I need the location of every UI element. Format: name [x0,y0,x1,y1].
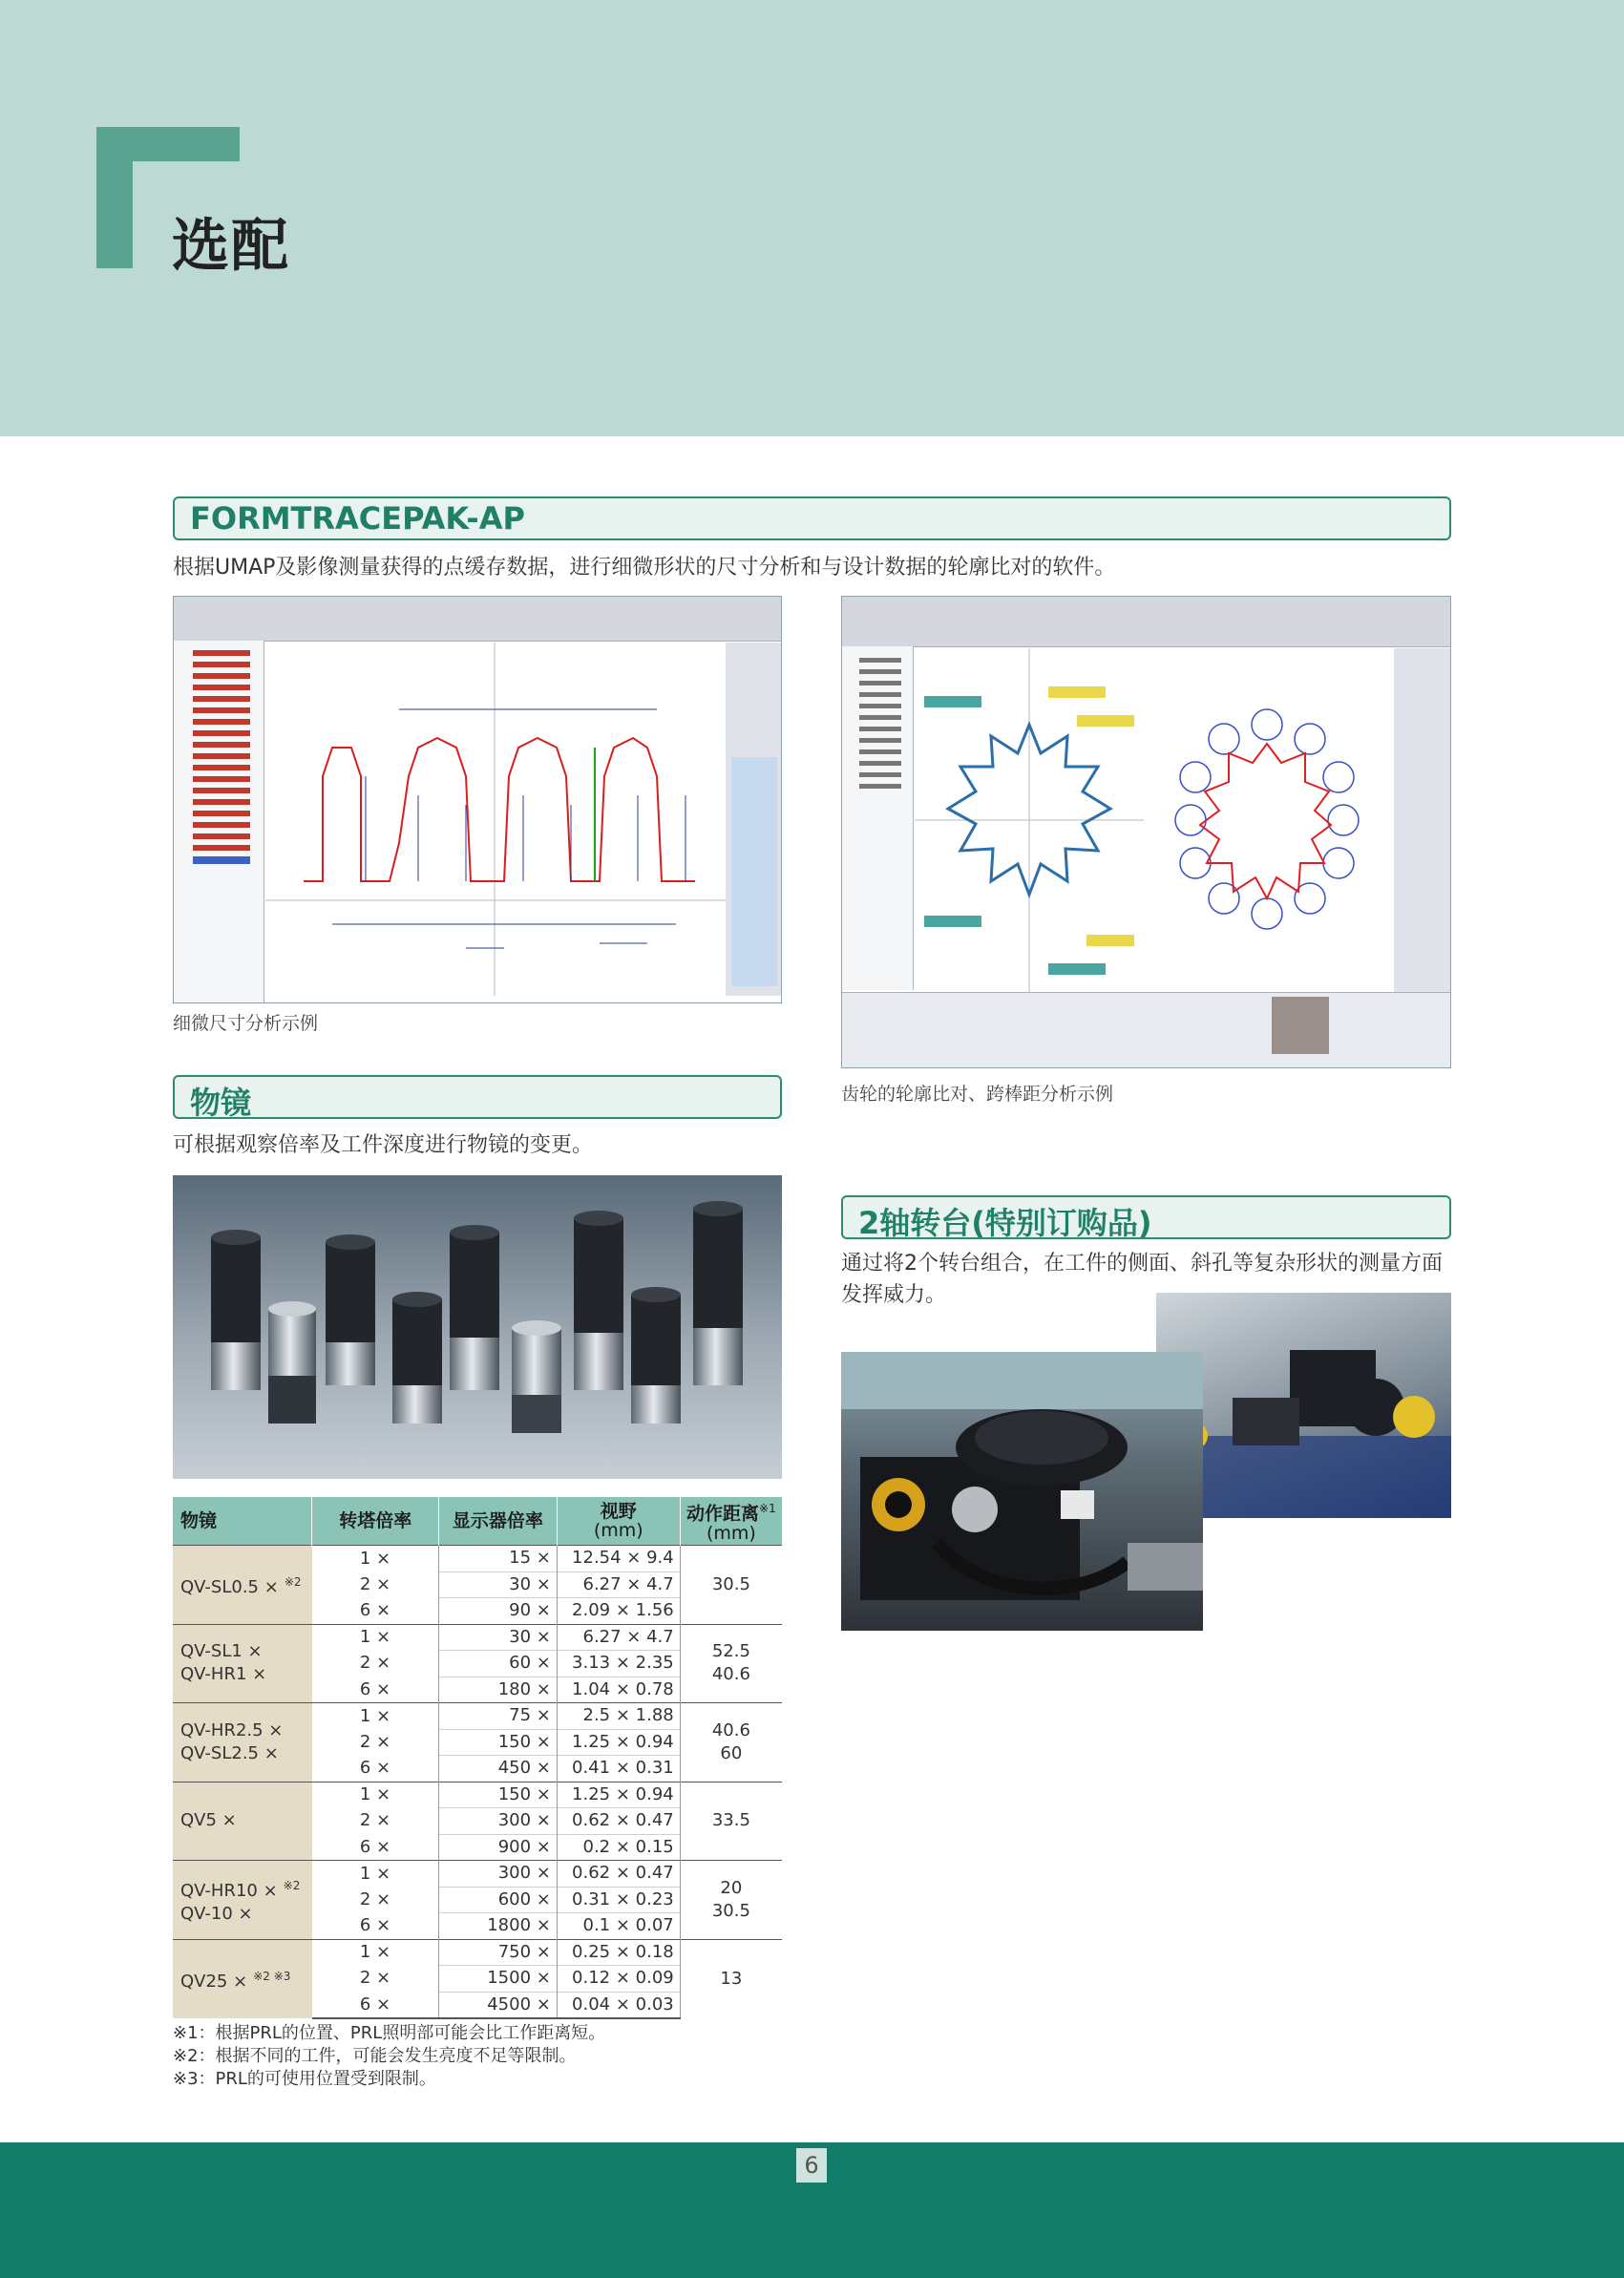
field-of-view-cell: 1.25 × 0.94 [557,1782,680,1808]
field-of-view-cell: 6.27 × 4.7 [557,1624,680,1651]
monitor-mag-cell: 1500 × [439,1966,558,1993]
field-of-view-cell: 0.12 × 0.09 [557,1966,680,1993]
gear-overlay-drawing [915,648,1144,992]
monitor-mag-cell: 300 × [439,1808,558,1835]
table-row [173,1861,782,1888]
field-of-view-cell: 3.13 × 2.35 [557,1651,680,1677]
turret-mag-cell: 6 × [312,1677,439,1703]
field-of-view-cell: 0.2 × 0.15 [557,1834,680,1861]
monitor-mag-cell: 90 × [439,1598,558,1625]
feature-tree-list-right [842,646,913,895]
turret-mag-cell: 1 × [312,1624,439,1651]
app-toolbar [174,597,781,642]
profile-canvas [265,643,726,996]
objective-model-cell [173,1624,312,1703]
working-distance-value: 33.5 [711,1810,750,1831]
col-wd-note: ※1 [759,1502,776,1516]
turret-mag-cell: 1 × [312,1939,439,1966]
turret-mag-cell: 2 × [312,1887,439,1913]
monitor-mag-cell: 60 × [439,1651,558,1677]
working-distance-value: 60 [720,1742,743,1763]
tool-palette-right [1394,648,1451,992]
feature-tree-panel-right [842,646,914,990]
working-distance-cell [680,1861,782,1940]
objective-model-note: ※2 ※3 [253,1969,291,1983]
table-row [173,1546,782,1572]
gear-overlay-canvas [915,648,1144,992]
table-row [173,1624,782,1651]
turret-mag-cell: 2 × [312,1808,439,1835]
caption-right: 齿轮的轮廓比对、跨棒距分析示例 [841,1084,1114,1105]
objective-model-name: QV-HR2.5 × [180,1719,284,1740]
working-distance-cell [680,1624,782,1703]
monitor-mag-cell: 750 × [439,1939,558,1966]
hero-banner [0,0,1624,436]
working-distance-cell [680,1782,782,1861]
formtracepak-heading [173,496,1451,540]
field-of-view-cell: 0.62 × 0.47 [557,1861,680,1888]
caption-left: 细微尺寸分析示例 [173,1013,319,1034]
rotary-heading-text: 2轴转台(特别订购品) [858,1205,1152,1241]
field-of-view-cell: 0.1 × 0.07 [557,1913,680,1940]
objective-model-name: QV-HR1 × [180,1664,267,1685]
turret-mag-cell: 1 × [312,1546,439,1572]
turret-mag-cell: 6 × [312,1992,439,2018]
col-wd-unit: (mm) [706,1522,756,1544]
formtracepak-heading-text: FORMTRACEPAK-AP [190,500,525,537]
turret-mag-cell: 2 × [312,1729,439,1756]
turret-mag-cell: 2 × [312,1571,439,1598]
field-of-view-cell: 2.5 × 1.88 [557,1703,680,1730]
monitor-mag-cell: 150 × [439,1782,558,1808]
objective-model-name: QV25 × [180,1971,248,1992]
gear-reference-drawing [1148,648,1394,992]
monitor-mag-cell: 75 × [439,1703,558,1730]
col-field-of-view [557,1497,680,1546]
objective-model-name: QV-SL2.5 × [180,1742,279,1763]
turret-mag-cell: 2 × [312,1966,439,1993]
objective-spec-table [173,1497,782,2019]
objective-heading [173,1075,782,1119]
rotary-description: 通过将2个转台组合，在工件的侧面、斜孔等复杂形状的测量方面发挥威力。 [841,1252,1443,1307]
monitor-mag-cell: 900 × [439,1834,558,1861]
field-of-view-cell: 0.41 × 0.31 [557,1756,680,1782]
objective-model-cell [173,1939,312,2018]
working-distance-value: 40.6 [711,1719,750,1740]
working-distance-value: 40.6 [711,1664,750,1685]
corner-bracket-left [96,127,133,268]
turret-mag-cell: 6 × [312,1598,439,1625]
dimension-analysis-screenshot [173,596,782,1003]
col-turret-mag: 转塔倍率 [312,1497,439,1546]
rotary-table-photo-front [841,1352,1203,1631]
footnote-2: ※2：根据不同的工件，可能会发生亮度不足等限制。 [173,2046,577,2066]
col-fov-label: 视野 [600,1501,637,1522]
turret-mag-cell: 1 × [312,1861,439,1888]
working-distance-value: 13 [720,1968,743,1989]
monitor-mag-cell: 4500 × [439,1992,558,2018]
turret-mag-cell: 2 × [312,1651,439,1677]
objective-lenses-photo [173,1175,782,1479]
col-fov-unit: (mm) [593,1520,643,1541]
table-header-row [173,1497,782,1546]
field-of-view-cell: 0.25 × 0.18 [557,1939,680,1966]
objective-model-cell [173,1861,312,1940]
objective-model-name: QV-SL1 × [180,1641,263,1662]
working-distance-value: 30.5 [711,1900,750,1921]
monitor-mag-cell: 1800 × [439,1913,558,1940]
table-row [173,1782,782,1808]
turret-mag-cell: 6 × [312,1913,439,1940]
monitor-mag-cell: 30 × [439,1571,558,1598]
col-working-distance [680,1497,782,1546]
monitor-mag-cell: 450 × [439,1756,558,1782]
field-of-view-cell: 0.31 × 0.23 [557,1887,680,1913]
objective-model-cell [173,1703,312,1782]
working-distance-cell [680,1939,782,2018]
objective-model-note: ※2 [284,1574,302,1589]
formtracepak-description: 根据UMAP及影像测量获得的点缓存数据，进行细微形状的尺寸分析和与设计数据的轮廓比对的软件。 [173,556,1116,580]
rotary-front-illustration [841,1352,1203,1631]
gear-reference-canvas [1148,648,1394,992]
col-monitor-mag: 显示器倍率 [439,1497,558,1546]
turret-mag-cell: 6 × [312,1834,439,1861]
tool-palette [726,643,782,996]
objective-model-name: QV5 × [180,1810,237,1831]
working-distance-value: 30.5 [711,1573,750,1594]
field-of-view-cell: 0.62 × 0.47 [557,1808,680,1835]
objective-model-note: ※2 [283,1878,301,1892]
objective-model-cell [173,1546,312,1625]
table-row [173,1939,782,1966]
field-of-view-cell: 6.27 × 4.7 [557,1571,680,1598]
turret-mag-cell: 1 × [312,1782,439,1808]
gear-contour-screenshot [841,596,1451,1068]
objective-model-name: QV-HR10 × [180,1880,278,1901]
feature-tree-panel [174,641,264,1003]
objective-model-name: QV-SL0.5 × [180,1576,279,1597]
col-wd-label: 动作距离 [686,1503,760,1525]
monitor-mag-cell: 180 × [439,1677,558,1703]
monitor-mag-cell: 600 × [439,1887,558,1913]
footnote-3: ※3：PRL的可使用位置受到限制。 [173,2069,436,2089]
objective-heading-text: 物镜 [190,1085,252,1121]
feature-tree-list [174,641,264,927]
lenses-illustration [173,1175,782,1479]
message-panel [842,992,1451,1068]
monitor-mag-cell: 30 × [439,1624,558,1651]
page-title: 选配 [172,213,290,280]
working-distance-value: 20 [720,1877,743,1898]
objective-description: 可根据观察倍率及工件深度进行物镜的变更。 [173,1133,594,1157]
field-of-view-cell: 12.54 × 9.4 [557,1546,680,1572]
col-objective: 物镜 [173,1497,312,1546]
field-of-view-cell: 0.04 × 0.03 [557,1992,680,2018]
working-distance-value: 52.5 [711,1641,750,1662]
turret-mag-cell: 6 × [312,1756,439,1782]
rotary-heading [841,1195,1451,1239]
field-of-view-cell: 2.09 × 1.56 [557,1598,680,1625]
working-distance-cell [680,1703,782,1782]
monitor-mag-cell: 15 × [439,1546,558,1572]
page-number: 6 [796,2148,827,2183]
monitor-mag-cell: 150 × [439,1729,558,1756]
thumbnail-preview [1272,997,1329,1054]
footnote-1: ※1：根据PRL的位置、PRL照明部可能会比工作距离短。 [173,2023,606,2043]
table-row [173,1703,782,1730]
objective-model-cell [173,1782,312,1861]
table-body [173,1546,782,2019]
monitor-mag-cell: 300 × [439,1861,558,1888]
working-distance-cell [680,1546,782,1625]
turret-mag-cell: 1 × [312,1703,439,1730]
objective-model-name: QV-10 × [180,1903,253,1924]
field-of-view-cell: 1.04 × 0.78 [557,1677,680,1703]
gear-profile-drawing [265,643,726,996]
footnotes [173,2022,605,2091]
app-toolbar-right [842,597,1450,647]
field-of-view-cell: 1.25 × 0.94 [557,1729,680,1756]
